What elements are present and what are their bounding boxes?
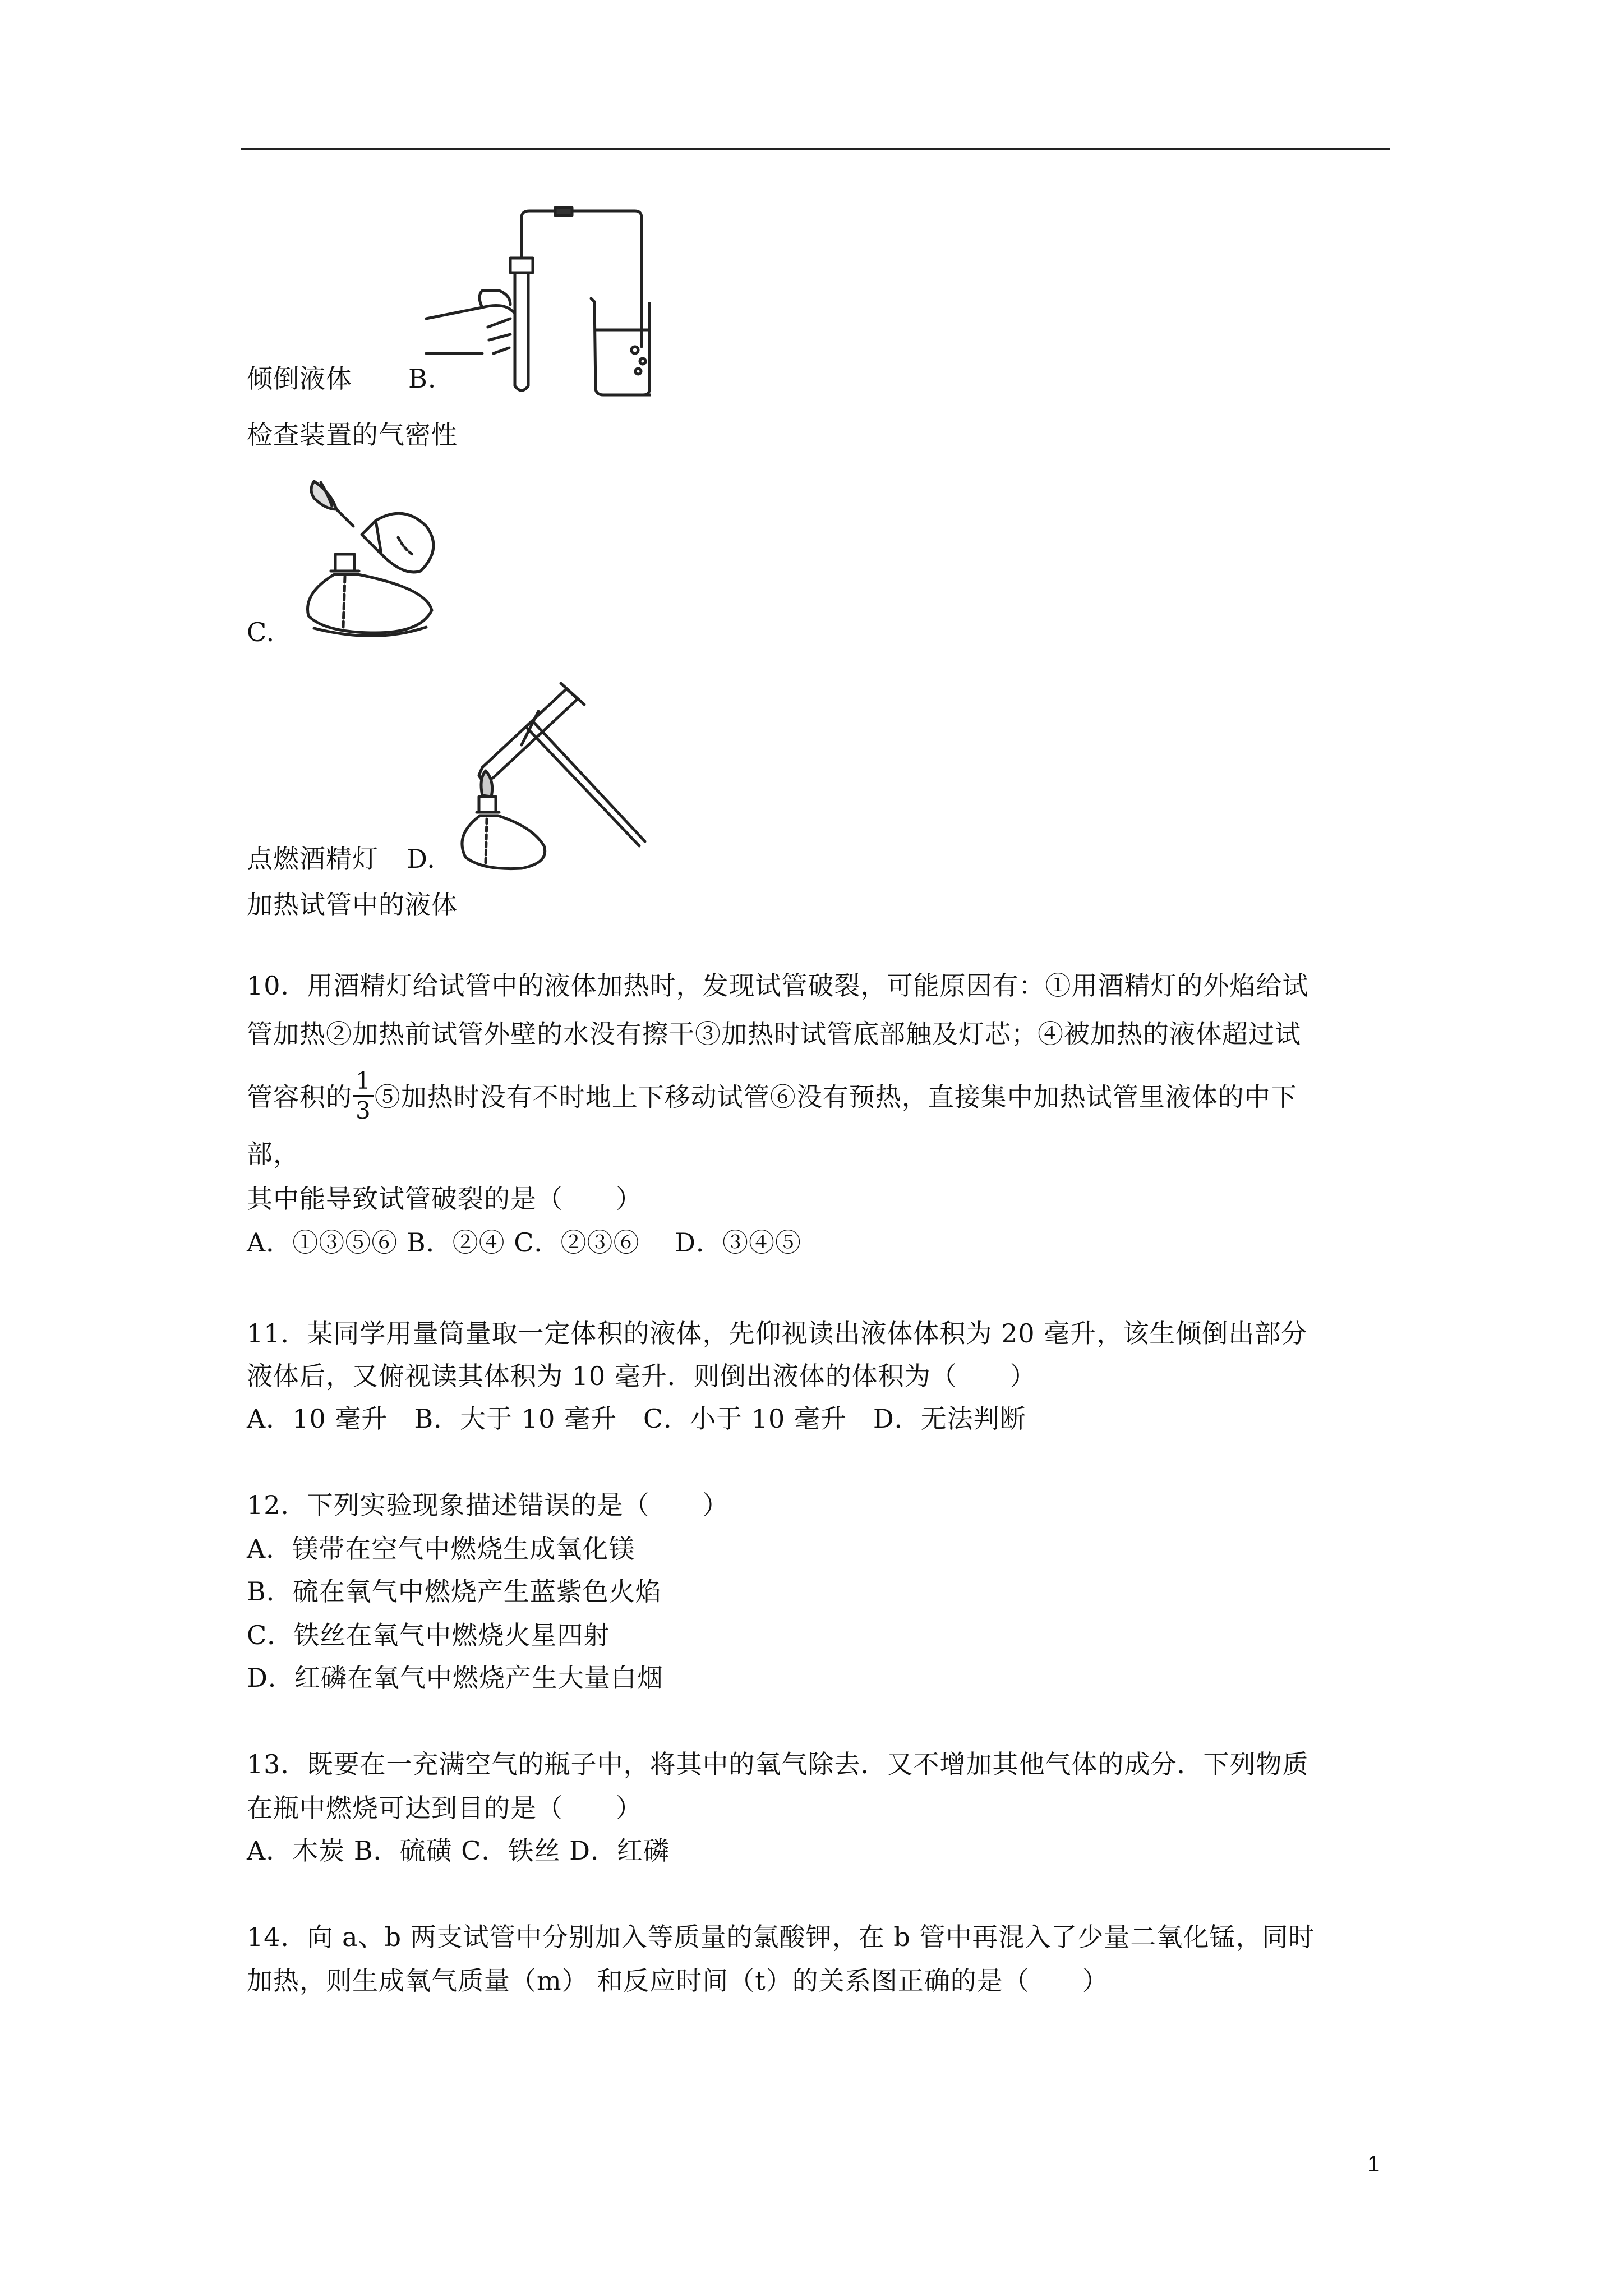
page-number: 1	[1367, 2152, 1380, 2177]
q10-stem: 其中能导致试管破裂的是（ ）	[247, 1184, 642, 1214]
q12-option-a: A．镁带在空气中燃烧生成氧化镁	[247, 1534, 635, 1564]
figure-c-label: C.	[247, 617, 275, 647]
fraction-numerator: 1	[353, 1069, 374, 1097]
lighting-lamp-with-lamp-figure	[292, 470, 454, 650]
fraction-denominator: 3	[356, 1097, 371, 1124]
q13-options: A．木炭 B．硫磺 C．铁丝 D．红磷	[247, 1835, 670, 1866]
q10-line-3-start: 管容积的	[247, 1082, 352, 1112]
caption-lighting-lamp: 点燃酒精灯	[247, 844, 379, 874]
option-d-label: D.	[407, 844, 436, 874]
q12-option-d: D．红磷在氧气中燃烧产生大量白烟	[247, 1663, 663, 1693]
figure-d-caption: 加热试管中的液体	[247, 890, 458, 920]
caption-pouring-liquid: 倾倒液体	[247, 364, 352, 394]
q10-options: A．①③⑤⑥ B．②④ C．②③⑥ D．③④⑤	[247, 1227, 801, 1258]
q13-line-2: 在瓶中燃烧可达到目的是（ ）	[247, 1793, 642, 1823]
header-rule	[241, 148, 1390, 150]
q10-line-4: 部，	[247, 1139, 299, 1169]
q13-line-1: 13．既要在一充满空气的瓶子中，将其中的氧气除去．又不增加其他气体的成分．下列物质	[247, 1749, 1309, 1779]
q10-line-2: 管加热②加热前试管外壁的水没有擦干③加热时试管底部触及灯芯；④被加热的液体超过试	[247, 1019, 1301, 1049]
q12-option-b: B．硫在氧气中燃烧产生蓝紫色火焰	[247, 1576, 662, 1607]
figure-b-caption: 检查装置的气密性	[247, 420, 458, 450]
figure-c-caption	[247, 846, 436, 872]
q10-line-1: 10．用酒精灯给试管中的液体加热时，发现试管破裂，可能原因有：①用酒精灯的外焰给试	[247, 970, 1309, 1001]
one-third-fraction	[353, 1069, 374, 1122]
q12-option-c: C．铁丝在氧气中燃烧火星四射	[247, 1620, 610, 1650]
airtightness-apparatus-figure	[415, 206, 651, 397]
figure-a-caption	[247, 366, 436, 392]
q12-stem: 12．下列实验现象描述错误的是（ ）	[247, 1490, 729, 1520]
q11-line-2: 液体后，又俯视读其体积为 10 毫升．则倒出液体的体积为（ ）	[247, 1361, 1036, 1391]
q10-line-3	[247, 1067, 1297, 1126]
q14-line-2: 加热，则生成氧气质量（m） 和反应时间（t）的关系图正确的是（ ）	[247, 1966, 1109, 1996]
q11-line-1: 11．某同学用量筒量取一定体积的液体，先仰视读出液体体积为 20 毫升，该生倾倒出部分	[247, 1318, 1308, 1349]
q10-line-3-end: ⑤加热时没有不时地上下移动试管⑥没有预热，直接集中加热试管里液体的中下	[374, 1082, 1297, 1112]
heating-test-tube-figure	[460, 666, 651, 874]
q14-line-1: 14．向 a、b 两支试管中分别加入等质量的氯酸钾，在 b 管中再混入了少量二氧化锰，同时	[247, 1922, 1315, 1952]
option-b-label: B.	[408, 364, 437, 394]
q11-options: A．10 毫升 B．大于 10 毫升 C．小于 10 毫升 D．无法判断	[247, 1404, 1026, 1434]
